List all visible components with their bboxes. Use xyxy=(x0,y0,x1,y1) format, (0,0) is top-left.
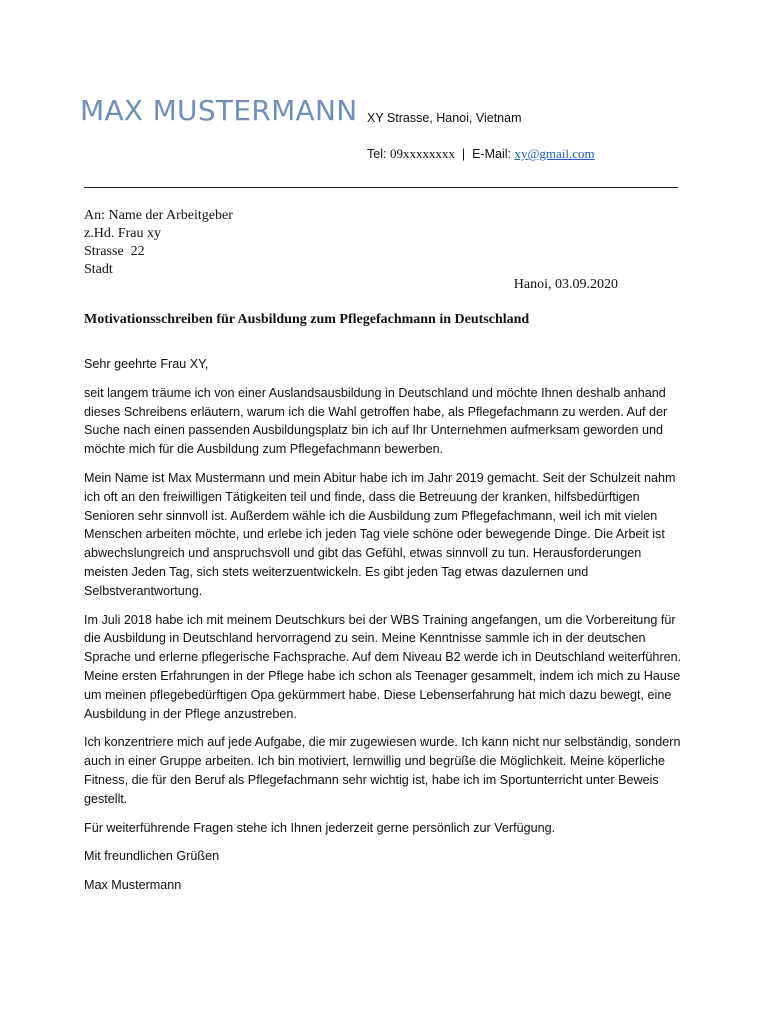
letter-date: Hanoi, 03.09.2020 xyxy=(513,277,618,292)
tel-value: 09xxxxxxxx xyxy=(389,146,455,161)
tel-label: Tel: xyxy=(367,147,390,161)
sender-contact xyxy=(367,146,595,162)
recipient-line: Stadt xyxy=(84,262,113,277)
paragraph: Im Juli 2018 habe ich mit meinem Deutschkurs bei der WBS Training angefangen, um die Vorbereitung für die Ausbildung in Deutschland hervorragend zu sein. Meine Kenntnisse sammle ich in der deutschen Sprache und erlerne pflegerische Fachsprache. Auf dem Niveau B2 werde ich in Deutschland weiterführen. Meine ersten Erfahrungen in der Pflege habe ich schon als Teenager gesammelt, indem ich mich zu Hause um meinen pflegebedürftigen Opa gekürmmert habe. Diese Lebenserfahrung hat mich dazu bewegt, eine Ausbildung in der Pflege anzustreben. xyxy=(84,612,682,721)
recipient-line: z.Hd. Frau xy xyxy=(84,226,161,241)
paragraph: Ich konzentriere mich auf jede Aufgabe, die mir zugewiesen wurde. Ich kann nicht nur selbständig, sondern auch in einer Gruppe arbeiten. Ich bin motiviert, lernwillig und begrüße die Möglichkeit. Meine köperliche Fitness, die für den Beruf als Pflegefachmann sehr wichtig ist, habe ich im Sportunterricht unter Beweis gestellt. xyxy=(84,735,681,806)
recipient-block xyxy=(84,207,233,279)
paragraph: Mein Name ist Max Mustermann und mein Abitur habe ich im Jahr 2019 gemacht. Seit der Schulzeit nahm ich oft an den freiwilligen Tätigkeiten teil und finde, dass die Betreuung der kranken, hilfsbedürftigen Senioren sehr sinnvoll ist. Außerdem wähle ich die Ausbildung zum Pflegefachmann, weil ich mit vielen Menschen arbeiten möchte, und erlebe ich jeden Tag viele schöne oder bewegende Dinge. Die Arbeit ist abwechslungreich und anspruchsvoll und gibt das Gefühl, etwas sinnvoll zu tun. Herausforderungen meisten Jeden Tag, sich stets weiterzuentwickeln. Es gibt jeden Tag etwas dazulernen und Selbstverantwortung. xyxy=(84,470,676,598)
contact-separator: | xyxy=(454,147,473,161)
closing: Mit freundlichen Grüßen xyxy=(84,849,220,864)
letter-body xyxy=(84,355,684,905)
recipient-line: An: Name der Arbeitgeber xyxy=(84,208,233,223)
signature: Max Mustermann xyxy=(84,878,182,893)
email-label: E-Mail: xyxy=(472,147,515,161)
paragraph: seit langem träume ich von einer Auslandsausbildung in Deutschland und möchte Ihnen deshalb anhand dieses Schreibens erläutern, warum ich die Wahl getroffen habe, als Pflegefachmann zu werden. Auf der Suche nach einen passenden Ausbildungsplatz bin ich auf Ihr Unternehmen aufmerksam geworden und möchte mich für die Ausbildung zum Pflegefachmann bewerben. xyxy=(84,385,668,457)
letter-subject: Motivationsschreiben für Ausbildung zum Pflegefachmann in Deutschland xyxy=(84,312,530,327)
paragraph: Für weiterführende Fragen stehe ich Ihnen jederzeit gerne persönlich zur Verfügung. xyxy=(84,820,556,835)
sender-name: MAX MUSTERMANN xyxy=(80,94,358,127)
recipient-line: Strasse 22 xyxy=(84,244,145,259)
header-divider xyxy=(84,187,678,188)
email-link[interactable]: xy@gmail.com xyxy=(514,146,595,161)
sender-address: XY Strasse, Hanoi, Vietnam xyxy=(367,111,522,125)
salutation: Sehr geehrte Frau XY, xyxy=(84,357,209,371)
